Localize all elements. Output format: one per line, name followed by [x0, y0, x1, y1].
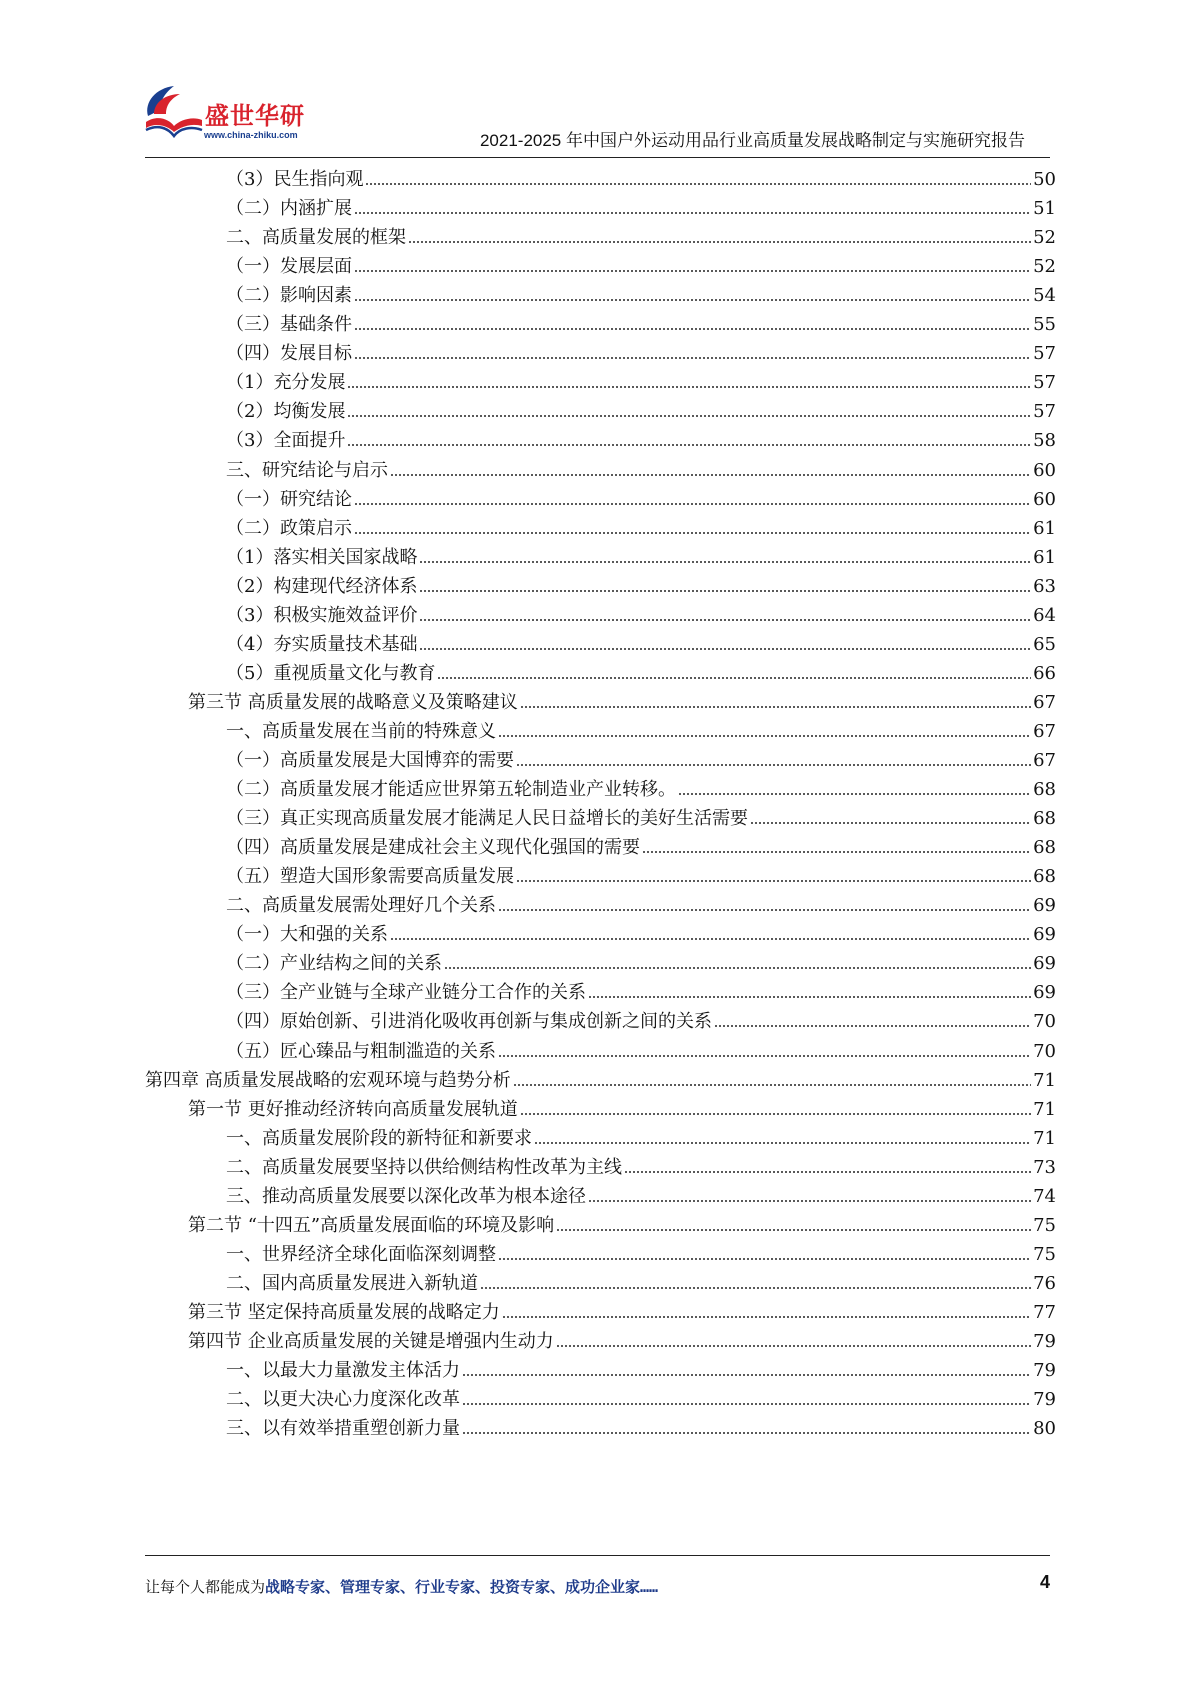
toc-entry-page: 79: [1033, 1360, 1056, 1382]
toc-leader-dots: [714, 1024, 1031, 1028]
toc-entry-title: 一、高质量发展在当前的特殊意义: [226, 720, 496, 742]
toc-entry[interactable]: [226, 1264, 1056, 1295]
brand-logo: [140, 80, 340, 150]
toc-entry-page: 80: [1033, 1418, 1056, 1440]
toc-entry[interactable]: [188, 1090, 1056, 1121]
toc-entry-page: 79: [1033, 1331, 1056, 1352]
toc-entry[interactable]: [226, 741, 1056, 772]
toc-leader-dots: [642, 850, 1031, 854]
toc-entry[interactable]: [188, 1322, 1056, 1353]
toc-entry-title: （一）发展层面: [226, 256, 352, 278]
toc-leader-dots: [556, 1344, 1031, 1348]
toc-leader-dots: [520, 705, 1031, 709]
toc-entry-title: （一）研究结论: [226, 488, 352, 510]
toc-entry-title: （5）重视质量文化与教育: [226, 662, 436, 684]
toc-leader-dots: [354, 327, 1031, 331]
toc-entry[interactable]: [226, 799, 1056, 830]
toc-entry[interactable]: [145, 1061, 1056, 1092]
toc-entry-title: 第四节 企业高质量发展的关键是增强内生动力: [188, 1331, 554, 1352]
toc-leader-dots: [354, 211, 1031, 215]
toc-entry[interactable]: [226, 480, 1056, 511]
toc-entry[interactable]: [226, 828, 1056, 859]
toc-leader-dots: [419, 560, 1031, 564]
toc-entry-title: （四）发展目标: [226, 343, 352, 365]
toc-entry[interactable]: [226, 944, 1056, 975]
toc-leader-dots: [498, 1257, 1031, 1261]
toc-entry[interactable]: [188, 1293, 1056, 1324]
toc-entry[interactable]: [226, 712, 1056, 743]
toc-entry-title: （五）塑造大国形象需要高质量发展: [226, 866, 514, 888]
toc-leader-dots: [390, 937, 1031, 941]
toc-entry-title: （1）落实相关国家战略: [226, 546, 418, 568]
toc-entry-page: 79: [1033, 1389, 1056, 1411]
toc-entry-title: 第四章 高质量发展战略的宏观环境与趋势分析: [145, 1069, 511, 1091]
toc-entry[interactable]: [226, 1177, 1056, 1208]
toc-entry-page: 68: [1033, 808, 1056, 830]
toc-leader-dots: [588, 995, 1031, 999]
toc-entry-page: 65: [1033, 633, 1056, 655]
toc-leader-dots: [354, 502, 1031, 506]
toc-entry-title: （四）原始创新、引进消化吸收再创新与集成创新之间的关系: [226, 1011, 712, 1033]
slogan-highlight: 战略专家、管理专家、行业专家、投资专家、成功企业家……: [265, 1578, 659, 1596]
toc-leader-dots: [354, 356, 1031, 360]
toc-entry[interactable]: [226, 857, 1056, 888]
toc-leader-dots: [419, 647, 1031, 651]
toc-entry-page: 61: [1033, 546, 1056, 568]
toc-entry-title: （二）高质量发展才能适应世界第五轮制造业产业转移。: [226, 779, 676, 801]
toc-entry-page: 52: [1033, 227, 1056, 249]
toc-leader-dots: [365, 182, 1031, 186]
toc-entry-page: 57: [1033, 372, 1056, 394]
toc-entry-title: 三、推动高质量发展要以深化改革为根本途径: [226, 1185, 586, 1207]
toc-entry-page: 76: [1033, 1272, 1056, 1294]
toc-entry[interactable]: [226, 509, 1056, 540]
toc-entry[interactable]: [226, 1380, 1056, 1411]
toc-entry-page: 54: [1033, 285, 1056, 307]
toc-entry-page: 66: [1033, 662, 1056, 684]
toc-leader-dots: [556, 1228, 1031, 1232]
toc-entry-page: 77: [1033, 1301, 1056, 1323]
toc-entry[interactable]: [226, 276, 1056, 307]
toc-entry-page: 58: [1033, 430, 1056, 452]
toc-leader-dots: [354, 269, 1031, 273]
toc-leader-dots: [498, 734, 1031, 738]
toc-leader-dots: [462, 1373, 1031, 1377]
toc-entry-page: 57: [1033, 343, 1056, 365]
toc-leader-dots: [354, 531, 1031, 535]
toc-entry[interactable]: [226, 596, 1056, 627]
toc-entry-page: 69: [1033, 895, 1056, 917]
toc-entry-title: 一、高质量发展阶段的新特征和新要求: [226, 1127, 532, 1149]
toc-leader-dots: [462, 1431, 1031, 1435]
toc-entry[interactable]: [226, 1002, 1056, 1033]
toc-entry[interactable]: [226, 1351, 1056, 1382]
toc-entry[interactable]: [188, 1206, 1056, 1237]
toc-entry-page: 70: [1033, 1040, 1056, 1062]
toc-leader-dots: [408, 240, 1031, 244]
toc-entry-page: 68: [1033, 779, 1056, 801]
toc-entry-title: 第三节 坚定保持高质量发展的战略定力: [188, 1301, 500, 1323]
toc-entry-page: 64: [1033, 604, 1056, 626]
toc-leader-dots: [354, 298, 1031, 302]
toc-entry-title: （三）全产业链与全球产业链分工合作的关系: [226, 982, 586, 1004]
toc-entry-title: （4）夯实质量技术基础: [226, 633, 418, 655]
toc-entry-title: （三）真正实现高质量发展才能满足人民日益增长的美好生活需要: [226, 808, 748, 830]
toc-entry-page: 75: [1033, 1243, 1056, 1265]
toc-entry-title: （三）基础条件: [226, 314, 352, 336]
toc-entry-title: 三、研究结论与启示: [226, 459, 388, 481]
toc-leader-dots: [513, 1083, 1031, 1087]
toc-entry-page: 68: [1033, 866, 1056, 888]
toc-entry-page: 69: [1033, 982, 1056, 1004]
toc-entry-title: 第二节 “十四五”高质量发展面临的环境及影响: [188, 1214, 555, 1236]
toc-leader-dots: [462, 1402, 1031, 1406]
toc-entry-page: 57: [1033, 401, 1056, 423]
toc-entry-page: 52: [1033, 256, 1056, 278]
toc-entry-title: 一、世界经济全球化面临深刻调整: [226, 1243, 496, 1265]
toc-entry-page: 67: [1033, 750, 1056, 771]
toc-entry-title: （3）全面提升: [226, 430, 346, 452]
header-divider: [145, 157, 1050, 158]
toc-entry[interactable]: [226, 363, 1056, 394]
toc-entry-page: 71: [1033, 1127, 1056, 1149]
toc-leader-dots: [498, 908, 1031, 912]
toc-leader-dots: [678, 792, 1031, 796]
toc-leader-dots: [390, 473, 1031, 477]
toc-leader-dots: [444, 966, 1031, 970]
toc-leader-dots: [347, 414, 1031, 418]
toc-entry[interactable]: [226, 1235, 1056, 1266]
toc-entry-title: （一）大和强的关系: [226, 924, 388, 946]
toc-leader-dots: [437, 676, 1031, 680]
toc-entry[interactable]: [226, 886, 1056, 917]
toc-leader-dots: [347, 443, 1031, 447]
slogan-prefix: 让每个人都能成为: [145, 1578, 266, 1596]
toc-entry-page: 50: [1033, 169, 1056, 190]
toc-entry[interactable]: [226, 1148, 1056, 1179]
footer-divider: [145, 1555, 1050, 1556]
toc-entry-page: 71: [1033, 1098, 1056, 1120]
toc-leader-dots: [480, 1286, 1031, 1290]
page-number: 4: [1039, 1572, 1050, 1592]
toc-entry[interactable]: [226, 567, 1056, 598]
toc-entry[interactable]: [226, 247, 1056, 278]
toc-entry-title: （二）内涵扩展: [226, 198, 352, 220]
toc-entry[interactable]: [226, 654, 1056, 685]
toc-entry-title: （3）民生指向观: [226, 169, 364, 190]
toc-entry[interactable]: [226, 625, 1056, 656]
toc-entry-title: （一）高质量发展是大国博弈的需要: [226, 750, 514, 771]
toc-leader-dots: [419, 589, 1031, 593]
toc-entry-page: 73: [1033, 1156, 1056, 1178]
toc-entry-page: 61: [1033, 517, 1056, 539]
toc-entry[interactable]: [226, 218, 1056, 249]
toc-leader-dots: [516, 879, 1031, 883]
toc-entry[interactable]: [226, 1119, 1056, 1150]
toc-entry-title: 一、以最大力量激发主体活力: [226, 1360, 460, 1382]
toc-entry-page: 67: [1033, 720, 1056, 742]
toc-entry-page: 74: [1033, 1185, 1056, 1207]
toc-entry-page: 67: [1033, 691, 1056, 713]
toc-entry-title: （四）高质量发展是建成社会主义现代化强国的需要: [226, 837, 640, 859]
toc-entry-title: 三、以有效举措重塑创新力量: [226, 1418, 460, 1440]
toc-leader-dots: [347, 385, 1031, 389]
toc-leader-dots: [588, 1199, 1031, 1203]
toc-leader-dots: [534, 1141, 1031, 1145]
toc-entry-title: （3）积极实施效益评价: [226, 604, 418, 626]
toc-entry-title: （二）政策启示: [226, 517, 352, 539]
toc-entry[interactable]: [188, 683, 1056, 714]
toc-entry-title: （2）均衡发展: [226, 401, 346, 423]
toc-entry[interactable]: [226, 451, 1056, 482]
toc-entry-title: 第一节 更好推动经济转向高质量发展轨道: [188, 1098, 518, 1120]
toc-entry-title: （二）产业结构之间的关系: [226, 953, 442, 975]
toc-entry-title: 二、高质量发展要坚持以供给侧结构性改革为主线: [226, 1156, 622, 1178]
toc-entry[interactable]: [226, 770, 1056, 801]
toc-entry-title: 二、高质量发展需处理好几个关系: [226, 895, 496, 917]
toc-entry-page: 70: [1033, 1011, 1056, 1033]
toc-leader-dots: [750, 821, 1031, 825]
toc-entry-page: 60: [1033, 459, 1056, 481]
report-title: 2021-2025 年中国户外运动用品行业高质量发展战略制定与实施研究报告: [479, 131, 1025, 150]
brand-url: www.china-zhiku.com: [204, 130, 298, 140]
logo-emblem-icon: [140, 80, 204, 140]
toc-entry-title: 第三节 高质量发展的战略意义及策略建议: [188, 691, 518, 713]
toc-entry-page: 69: [1033, 924, 1056, 946]
toc-entry-page: 63: [1033, 575, 1056, 597]
toc-leader-dots: [502, 1315, 1031, 1319]
toc-leader-dots: [419, 618, 1031, 622]
toc-entry-title: 二、国内高质量发展进入新轨道: [226, 1272, 478, 1294]
toc-entry-title: （1）充分发展: [226, 372, 346, 394]
toc-leader-dots: [498, 1054, 1031, 1058]
toc-entry-title: （2）构建现代经济体系: [226, 575, 418, 597]
toc-entry-page: 71: [1033, 1069, 1056, 1091]
toc-entry-page: 68: [1033, 837, 1056, 859]
toc-entry-title: 二、高质量发展的框架: [226, 227, 406, 249]
toc-entry[interactable]: [226, 973, 1056, 1004]
toc-leader-dots: [520, 1112, 1031, 1116]
toc-leader-dots: [624, 1170, 1031, 1174]
toc-entry[interactable]: [226, 1032, 1056, 1063]
toc-entry-page: 75: [1033, 1214, 1056, 1236]
toc-entry[interactable]: [226, 160, 1056, 191]
toc-entry-page: 51: [1033, 198, 1056, 220]
toc-entry[interactable]: [226, 189, 1056, 220]
toc-entry[interactable]: [226, 1409, 1056, 1440]
toc-entry-title: （五）匠心臻品与粗制滥造的关系: [226, 1040, 496, 1062]
toc-entry[interactable]: [226, 421, 1056, 452]
brand-name: 盛世华研: [205, 102, 305, 130]
toc-entry-title: 二、以更大决心力度深化改革: [226, 1389, 460, 1411]
toc-leader-dots: [516, 763, 1031, 767]
toc-entry-page: 69: [1033, 953, 1056, 975]
toc-entry-page: 55: [1033, 314, 1056, 336]
footer-slogan: [145, 1576, 658, 1597]
page-header: [0, 0, 1191, 160]
toc-entry[interactable]: [226, 392, 1056, 423]
toc-entry[interactable]: [226, 305, 1056, 336]
toc-entry-page: 60: [1033, 488, 1056, 510]
toc-entry[interactable]: [226, 915, 1056, 946]
toc-entry[interactable]: [226, 334, 1056, 365]
toc-entry[interactable]: [226, 538, 1056, 569]
toc-entry-title: （二）影响因素: [226, 285, 352, 307]
